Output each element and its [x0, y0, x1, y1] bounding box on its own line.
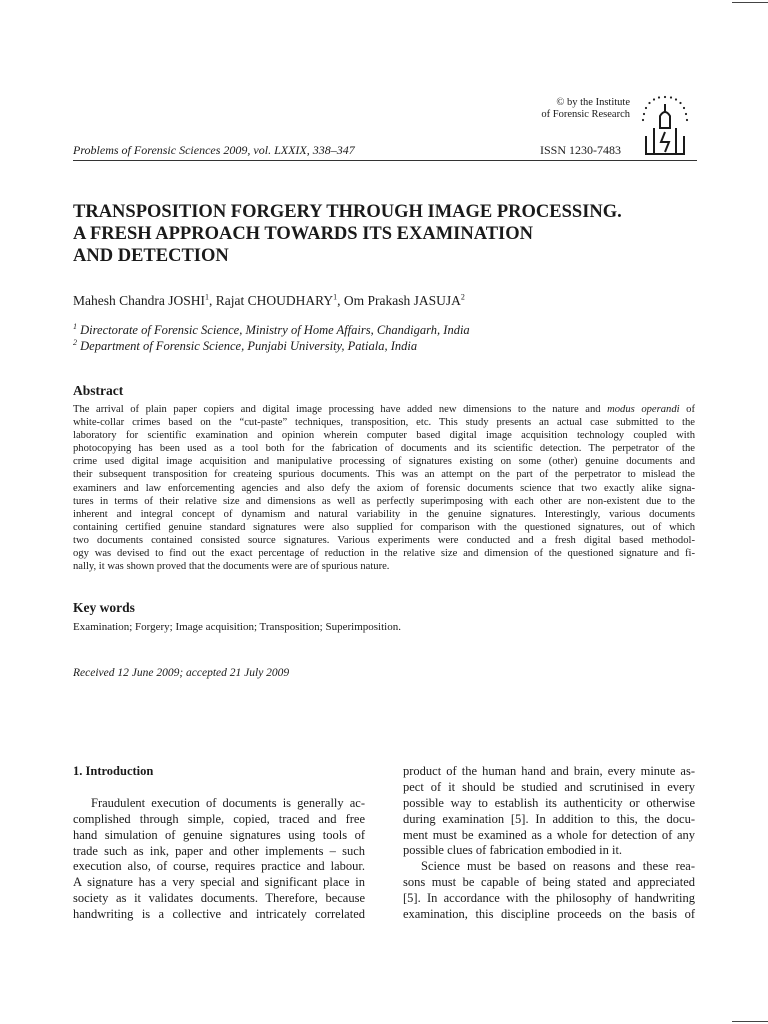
body-text-line: hand simulation of genuine signatures using tools of [73, 827, 365, 842]
affiliation-text: Directorate of Forensic Science, Ministry of Home Affairs, Chandigarh, India [80, 323, 470, 337]
affiliation-number: 2 [73, 337, 77, 347]
author-affiliation-mark: 1 [333, 292, 338, 302]
institute-logo-icon [632, 92, 698, 158]
copyright-line-1: © by the Institute [556, 97, 630, 108]
body-text-line: ment must be examined as a whole for detection of any [403, 827, 695, 842]
body-text-line: society as it validates documents. Therefore, because [73, 891, 365, 906]
body-text-line: product of the human hand and brain, every minute as- [403, 764, 695, 778]
abstract-line: The arrival of plain paper copiers and digital image processing have added new dimensions to the nature and modus operandi of [73, 404, 695, 415]
author-affiliation-mark: 2 [460, 292, 465, 302]
abstract-line: tures in terms of their relative size and dimensions as well as perfectly superimposing with each other are non-existent due to the [73, 495, 695, 507]
author-name: Rajat CHOUDHARY [215, 293, 334, 308]
author-affiliation-mark: 1 [204, 292, 209, 302]
emphasis-text: modus operandi [607, 404, 680, 415]
abstract-body [73, 403, 695, 573]
paper-title [73, 201, 713, 267]
body-text-line: possible way to establish its authenticity or otherwise [403, 795, 695, 810]
author-list: Mahesh Chandra JOSHI$^1$, Rajat CHOUDHARY$^1$, Om Prakash JASUJA$^2$ [73, 292, 465, 308]
introduction-heading: 1. Introduction [73, 764, 154, 778]
body-text-line: during examination [5]. In addition to this, the docu- [403, 811, 695, 826]
body-text-line: execution also, of course, requires practice and labour. [73, 859, 365, 874]
title-line-1: TRANSPOSITION FORGERY THROUGH IMAGE PROCESSING. [73, 202, 622, 222]
abstract-line: white-collar crimes based on the “cut-paste” techniques, transposition, etc. This study presents an actual case submitted to the [73, 417, 695, 429]
abstract-line: two documents contained consisted source signatures. Various experiments were conducted and a fresh digital based methodol- [73, 534, 695, 546]
body-text-line: pect of it should be studied and scrutinised in every [403, 779, 695, 794]
body-text-line: trade such as ink, paper and other implements – such [73, 843, 365, 858]
body-text-line: A signature has a very special and significant place in [73, 875, 365, 890]
copyright-line-2: of Forensic Research [541, 109, 630, 120]
abstract-line: ogy was devised to find out the exact percentage of reduction in the relative size and dimension of the questioned signature and fi- [73, 548, 695, 560]
affiliation-text: Department of Forensic Science, Punjabi University, Patiala, India [80, 339, 418, 353]
author-name: Om Prakash JASUJA [343, 293, 461, 308]
body-text-line: complished through simple, copied, traced and free [73, 811, 365, 826]
body-text-line: Fraudulent execution of documents is generally ac- [91, 795, 365, 810]
abstract-line: photocopying has been used as a tool both for the fabrication of documents and its scientific detection. The perpetrator of the [73, 443, 695, 455]
affiliation-1 [73, 323, 470, 338]
abstract-line: nally, it was shown proved that the documents were are of spurious nature. [73, 561, 390, 573]
body-text-line: possible clues of fabrication embodied in it. [403, 843, 623, 858]
abstract-line: laboratory for scientific examination and opinion wherein computer based digital image acquisition technology coupled with [73, 430, 695, 442]
abstract-line: inherent and integral concept of dynamism and natural variability in the genuine signatures. Interestingly, various documents [73, 508, 695, 520]
title-line-2: A FRESH APPROACH TOWARDS ITS EXAMINATION [73, 224, 534, 244]
abstract-line: containing certified genuine standard signatures were also supplied for comparison with the questioned signatures, out of which [73, 521, 695, 533]
copyright-notice [500, 97, 630, 121]
body-text-line: [5]. In accordance with the philosophy of handwriting [403, 891, 695, 906]
keywords-text: Examination; Forgery; Image acquisition; Transposition; Superimposition. [73, 621, 401, 633]
affiliation-2 [73, 339, 417, 354]
author-name: Mahesh Chandra JOSHI [73, 293, 205, 308]
body-text-line: Science must be based on reasons and these rea- [421, 859, 695, 874]
title-line-3: AND DETECTION [73, 246, 229, 266]
crop-mark-top-right [732, 2, 768, 3]
introduction-left-column [73, 780, 365, 923]
abstract-heading: Abstract [73, 383, 124, 398]
journal-citation: Problems of Forensic Sciences 2009, vol. LXXIX, 338–347 [73, 143, 355, 157]
received-dates: Received 12 June 2009; accepted 21 July 2009 [73, 667, 290, 679]
issn: ISSN 1230-7483 [540, 143, 622, 157]
body-text-line: handwriting is a collective and intricately correlated [73, 907, 365, 922]
abstract-line: crime used digital image acquisition and manipulative processing of signatures existing on some (other) genuine documents and [73, 456, 695, 468]
abstract-line: examiners and law enforcementing agencies and also defy the axiom of forensic documents science that two exactly alike signa- [73, 482, 695, 494]
abstract-line: their subsequent transposition for createing spurious documents. This was an attempt on the part of the perpetrator to mislead the [73, 469, 695, 481]
crop-mark-bottom-right [732, 1021, 768, 1022]
introduction-right-column [403, 764, 695, 923]
affiliation-number: 1 [73, 321, 77, 331]
body-text-line: sons must be capable of being stated and appreciated [403, 875, 695, 890]
keywords-heading: Key words [73, 600, 135, 615]
body-text-line [73, 780, 365, 796]
body-text-line: examination, this discipline proceeds on the basis of [403, 907, 695, 922]
header-divider [73, 160, 697, 161]
